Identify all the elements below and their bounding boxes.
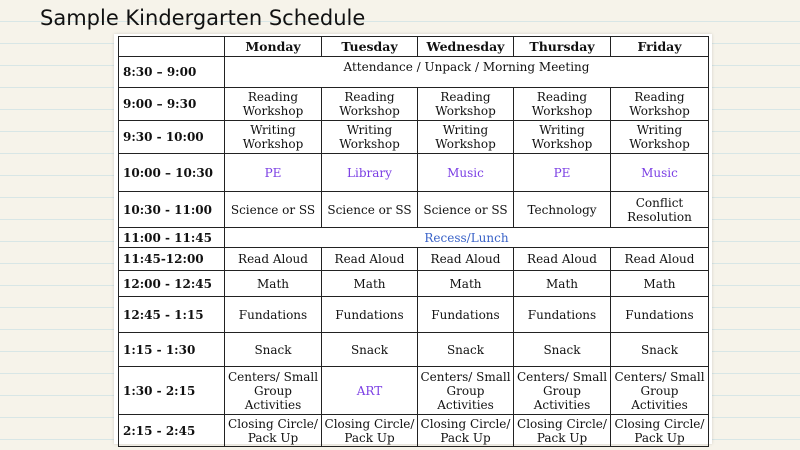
activity-cell: Science or SS xyxy=(418,192,514,228)
span-cell: Recess/Lunch xyxy=(225,228,709,248)
activity-cell: Fundations xyxy=(418,297,514,333)
schedule-table xyxy=(118,36,709,447)
activity-cell: Centers/ Small Group Activities xyxy=(225,367,322,415)
table-row xyxy=(119,57,709,88)
corner-cell xyxy=(119,37,225,57)
activity-cell: Science or SS xyxy=(225,192,322,228)
activity-cell: Writing Workshop xyxy=(225,121,322,154)
activity-cell: Math xyxy=(225,271,322,297)
day-header: Thursday xyxy=(514,37,611,57)
activity-cell: Math xyxy=(514,271,611,297)
schedule-sheet xyxy=(114,34,712,444)
activity-cell: Snack xyxy=(611,333,709,367)
header-row xyxy=(119,37,709,57)
time-cell: 12:45 - 1:15 xyxy=(119,297,225,333)
time-cell: 8:30 – 9:00 xyxy=(119,57,225,88)
activity-cell: Closing Circle/ Pack Up xyxy=(225,415,322,447)
table-row xyxy=(119,154,709,192)
activity-cell: ART xyxy=(322,367,418,415)
activity-cell: Writing Workshop xyxy=(611,121,709,154)
table-row xyxy=(119,248,709,271)
day-header: Friday xyxy=(611,37,709,57)
table-row xyxy=(119,192,709,228)
time-cell: 1:15 - 1:30 xyxy=(119,333,225,367)
page-title: Sample Kindergarten Schedule xyxy=(40,6,366,30)
time-cell: 9:00 – 9:30 xyxy=(119,88,225,121)
span-cell: Attendance / Unpack / Morning Meeting xyxy=(225,57,709,88)
time-cell: 11:00 - 11:45 xyxy=(119,228,225,248)
activity-cell: Library xyxy=(322,154,418,192)
activity-cell: Closing Circle/ Pack Up xyxy=(611,415,709,447)
activity-cell: Fundations xyxy=(514,297,611,333)
day-header: Wednesday xyxy=(418,37,514,57)
activity-cell: Centers/ Small Group Activities xyxy=(611,367,709,415)
activity-cell: Math xyxy=(611,271,709,297)
time-cell: 10:00 – 10:30 xyxy=(119,154,225,192)
table-row xyxy=(119,228,709,248)
activity-cell: Fundations xyxy=(611,297,709,333)
activity-cell: Snack xyxy=(225,333,322,367)
activity-cell: Fundations xyxy=(322,297,418,333)
activity-cell: Conflict Resolution xyxy=(611,192,709,228)
activity-cell: Closing Circle/ Pack Up xyxy=(514,415,611,447)
activity-cell: Read Aloud xyxy=(322,248,418,271)
table-row xyxy=(119,88,709,121)
day-header: Tuesday xyxy=(322,37,418,57)
activity-cell: Writing Workshop xyxy=(514,121,611,154)
activity-cell: Read Aloud xyxy=(611,248,709,271)
activity-cell: Reading Workshop xyxy=(418,88,514,121)
activity-cell: Read Aloud xyxy=(418,248,514,271)
activity-cell: PE xyxy=(514,154,611,192)
table-row xyxy=(119,271,709,297)
activity-cell: Centers/ Small Group Activities xyxy=(418,367,514,415)
table-row xyxy=(119,367,709,415)
activity-cell: Snack xyxy=(418,333,514,367)
activity-cell: Writing Workshop xyxy=(418,121,514,154)
activity-cell: Read Aloud xyxy=(225,248,322,271)
activity-cell: Technology xyxy=(514,192,611,228)
activity-cell: Reading Workshop xyxy=(225,88,322,121)
time-cell: 2:15 - 2:45 xyxy=(119,415,225,447)
activity-cell: Closing Circle/ Pack Up xyxy=(418,415,514,447)
activity-cell: Read Aloud xyxy=(514,248,611,271)
activity-cell: Music xyxy=(418,154,514,192)
activity-cell: Fundations xyxy=(225,297,322,333)
activity-cell: Snack xyxy=(322,333,418,367)
time-cell: 12:00 - 12:45 xyxy=(119,271,225,297)
day-header: Monday xyxy=(225,37,322,57)
table-row xyxy=(119,297,709,333)
table-row xyxy=(119,415,709,447)
activity-cell: Reading Workshop xyxy=(611,88,709,121)
activity-cell: PE xyxy=(225,154,322,192)
table-row xyxy=(119,121,709,154)
activity-cell: Centers/ Small Group Activities xyxy=(514,367,611,415)
activity-cell: Music xyxy=(611,154,709,192)
activity-cell: Closing Circle/ Pack Up xyxy=(322,415,418,447)
activity-cell: Writing Workshop xyxy=(322,121,418,154)
activity-cell: Reading Workshop xyxy=(514,88,611,121)
activity-cell: Math xyxy=(322,271,418,297)
activity-cell: Math xyxy=(418,271,514,297)
activity-cell: Science or SS xyxy=(322,192,418,228)
time-cell: 11:45-12:00 xyxy=(119,248,225,271)
table-row xyxy=(119,333,709,367)
activity-cell: Snack xyxy=(514,333,611,367)
activity-cell: Reading Workshop xyxy=(322,88,418,121)
time-cell: 9:30 - 10:00 xyxy=(119,121,225,154)
time-cell: 10:30 - 11:00 xyxy=(119,192,225,228)
time-cell: 1:30 - 2:15 xyxy=(119,367,225,415)
